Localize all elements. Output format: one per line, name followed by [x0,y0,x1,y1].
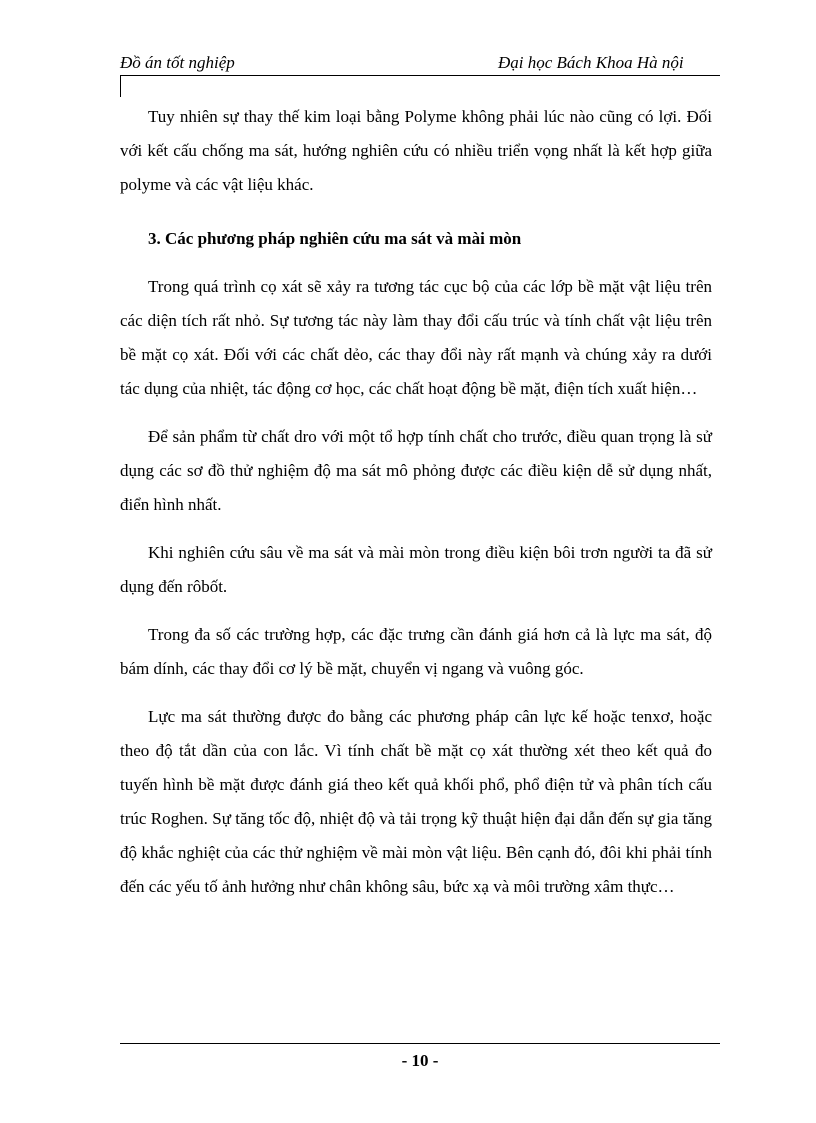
paragraph-polyme-replacement: Tuy nhiên sự thay thế kim loại bằng Polyme không phải lúc nào cũng có lợi. Đối với kết cấu chống ma sát, hướng nghiên cứu có nhiều triển vọng nhất là kết hợp giữa polyme và các vật liệu khác. [120,107,712,194]
paragraph-robot-usage: Khi nghiên cứu sâu về ma sát và mài mòn trong điều kiện bôi trơn người ta đã sử dụng đến rôbốt. [120,543,712,596]
paragraph-test-schemes: Để sản phẩm từ chất dro với một tổ hợp tính chất cho trước, điều quan trọng là sử dụng các sơ đồ thử nghiệm độ ma sát mô phỏng được các điều kiện dễ sử dụng nhất, điển hình nhất. [120,427,712,514]
page-number: - 10 - [401,1051,439,1070]
paragraph-friction-interaction: Trong quá trình cọ xát sẽ xảy ra tương tác cục bộ của các lớp bề mặt vật liệu trên các diện tích rất nhỏ. Sự tương tác này làm thay đổi cấu trúc và tính chất vật liệu trên bề mặt cọ xát. Đối với các chất dẻo, các thay đổi này rất mạnh và chúng xảy ra dưới tác dụng của nhiệt, tác động cơ học, các chất hoạt động bề mặt, điện tích xuất hiện… [120,277,712,398]
paragraph-characteristics: Trong đa số các trường hợp, các đặc trưng cần đánh giá hơn cả là lực ma sát, độ bám dính, các thay đổi cơ lý bề mặt, chuyển vị ngang và vuông góc. [120,625,712,678]
section-heading: 3. Các phương pháp nghiên cứu ma sát và mài mòn [148,229,522,248]
page-header [120,52,720,76]
page-body [120,100,712,918]
footer-rule [120,1043,720,1044]
header-document-type: Đồ án tốt nghiệp [120,53,235,72]
header-institution: Đại học Bách Khoa Hà nội [498,53,684,72]
header-margin-mark [120,75,121,97]
header-rule [120,75,720,76]
paragraph-measurement-methods: Lực ma sát thường được đo bằng các phương pháp cân lực kế hoặc tenxơ, hoặc theo độ tắt dần của con lắc. Vì tính chất bề mặt cọ xát thường xét theo kết quả đo tuyến hình bề mặt được đánh giá theo kết quả khối phổ, phổ điện tử và phân tích cấu trúc Roghen. Sự tăng tốc độ, nhiệt độ và tải trọng kỹ thuật hiện đại dẫn đến sự gia tăng độ khắc nghiệt của các thử nghiệm về mài mòn vật liệu. Bên cạnh đó, đôi khi phải tính đến các yếu tố ảnh hưởng như chân không sâu, bức xạ và môi trường xâm thực… [120,707,712,896]
